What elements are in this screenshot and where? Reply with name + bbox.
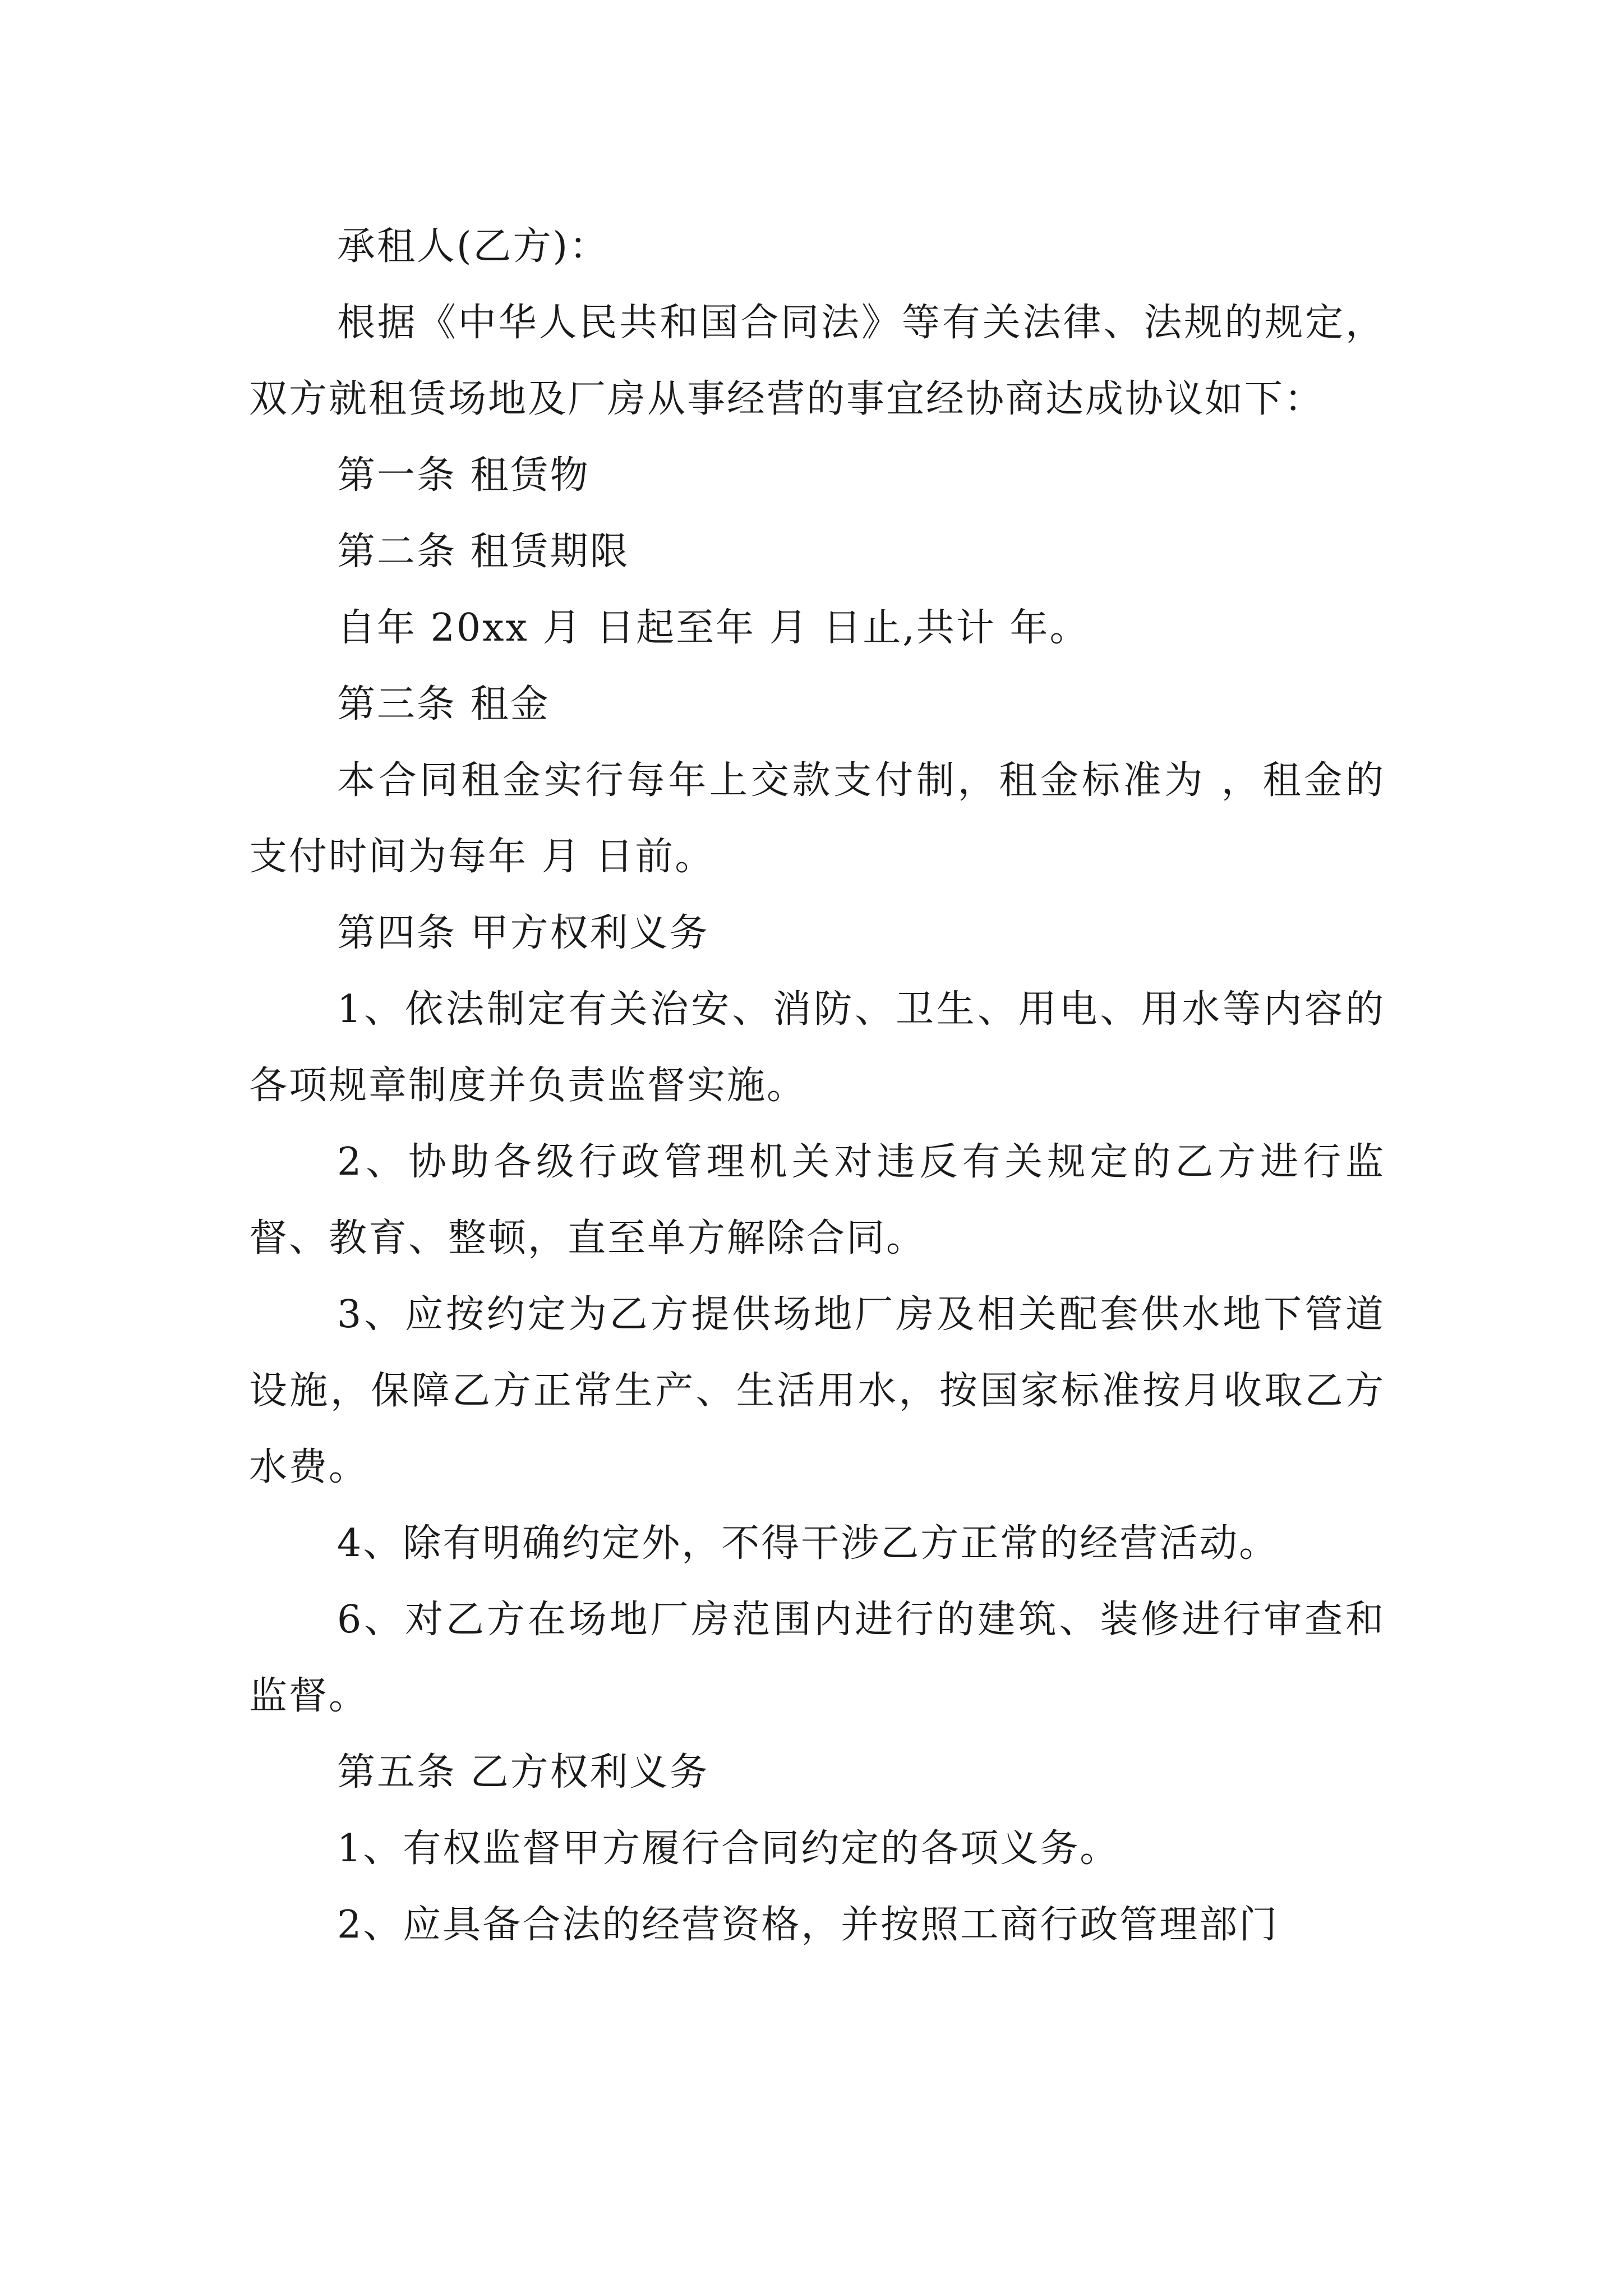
heading-article-5: 第五条 乙方权利义务 <box>337 1750 709 1795</box>
paragraph-lease-term: 自年 20xx 月 日起至年 月 日止,共计 年。 <box>337 606 1090 650</box>
list-item: 2、协助各级行政管理机关对违反有关规定的乙方进行监督、教育、整顿，直至单方解除合同。 <box>249 1140 1385 1260</box>
heading-article-2: 第二条 租赁期限 <box>337 530 630 574</box>
document-body <box>249 209 1385 1963</box>
list-item: 3、应按约定为乙方提供场地厂房及相关配套供水地下管道设施，保障乙方正常生产、生活用水，按国家标准按月收取乙方水费。 <box>249 1292 1385 1489</box>
list-item: 6、对乙方在场地厂房范围内进行的建筑、装修进行审查和监督。 <box>249 1598 1385 1718</box>
heading-article-1: 第一条 租赁物 <box>337 453 590 498</box>
list-item: 1、依法制定有关治安、消防、卫生、用电、用水等内容的各项规章制度并负责监督实施。 <box>249 987 1385 1108</box>
paragraph-lessee: 承租人(乙方)： <box>337 224 610 269</box>
list-item: 1、有权监督甲方履行合同约定的各项义务。 <box>337 1826 1120 1871</box>
list-item: 4、除有明确约定外，不得干涉乙方正常的经营活动。 <box>337 1521 1279 1566</box>
list-item: 2、应具备合法的经营资格，并按照工商行政管理部门 <box>337 1903 1279 1947</box>
heading-article-4: 第四条 甲方权利义务 <box>337 911 709 955</box>
heading-article-3: 第三条 租金 <box>337 682 550 726</box>
paragraph-rent: 本合同租金实行每年上交款支付制，租金标准为 ，租金的支付时间为每年 月 日前。 <box>249 758 1385 879</box>
paragraph-preamble: 根据《中华人民共和国合同法》等有关法律、法规的规定，双方就租赁场地及厂房从事经营的事宜经协商达成协议如下： <box>249 301 1385 421</box>
